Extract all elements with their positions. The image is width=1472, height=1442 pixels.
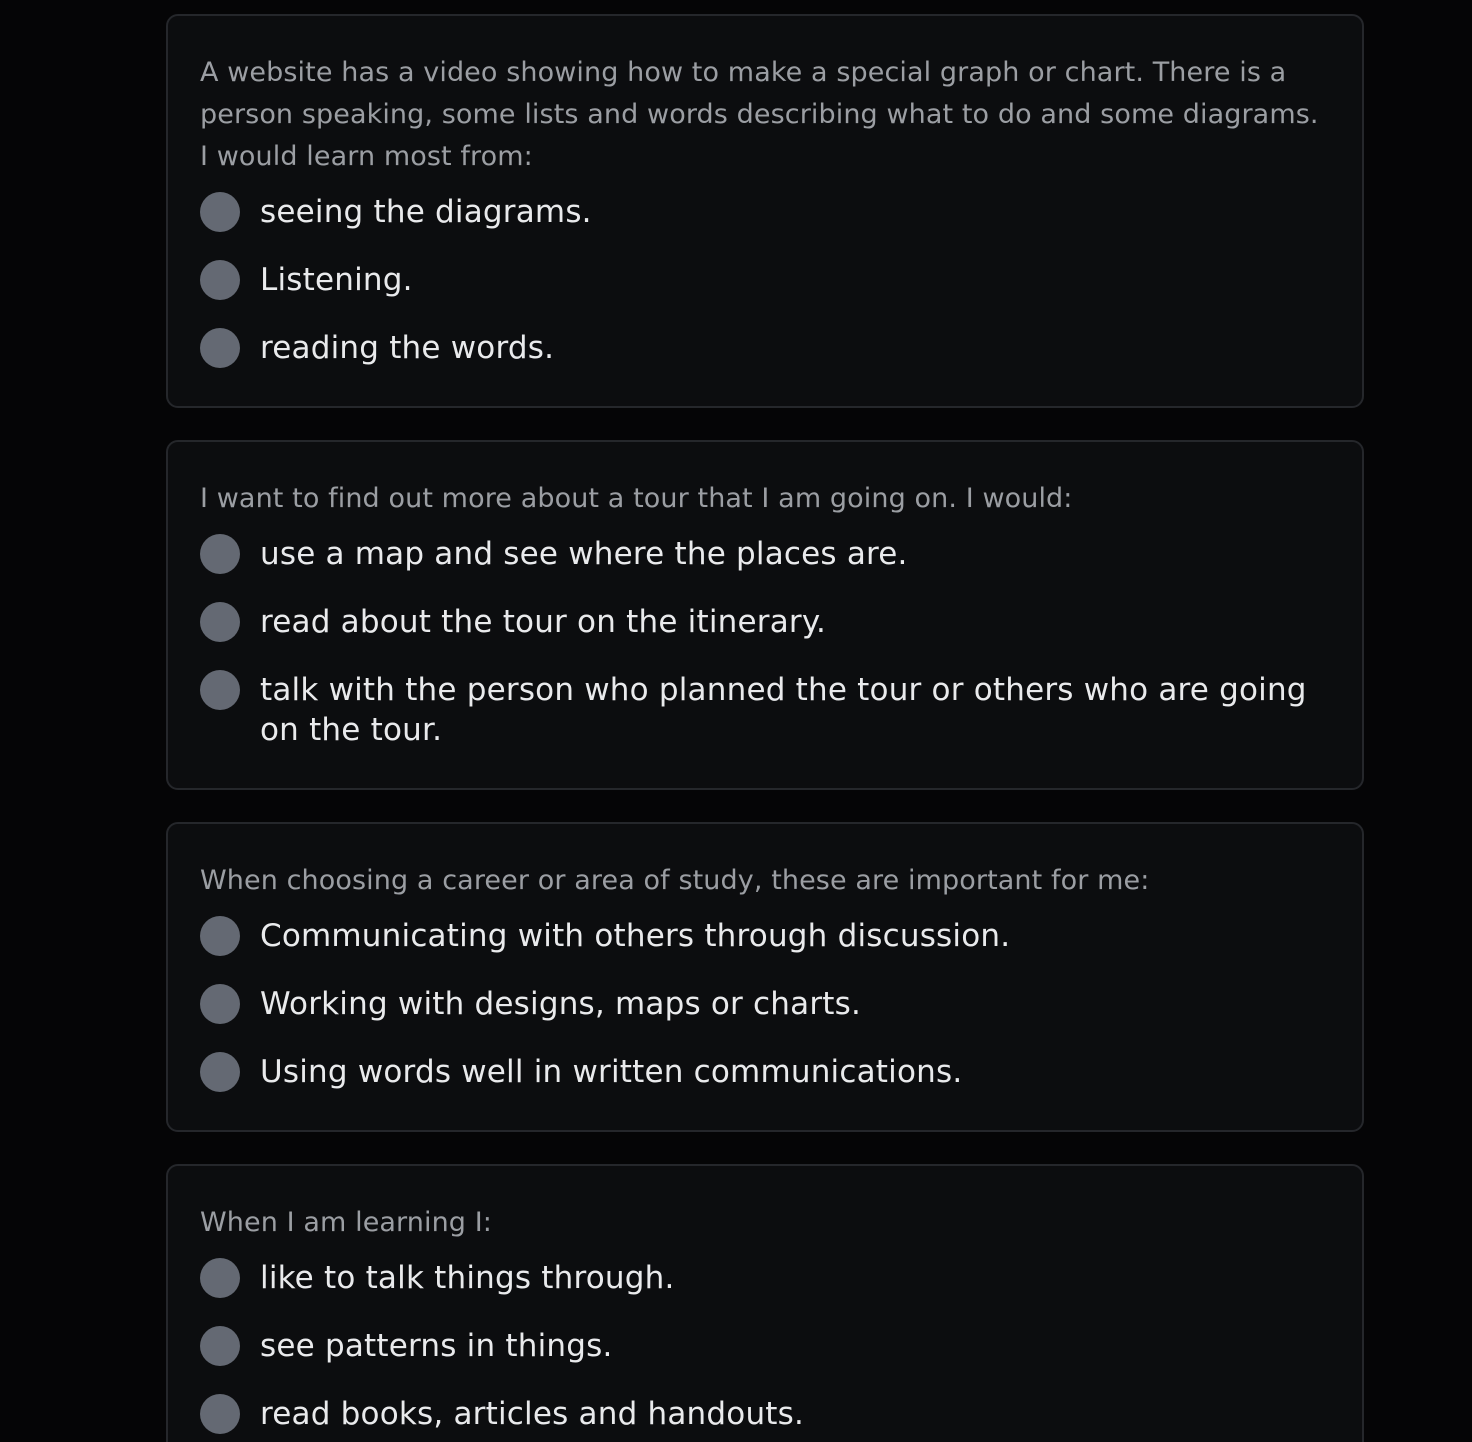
question-card-2: [166, 440, 1364, 790]
option-label[interactable]: read books, articles and handouts.: [260, 1396, 805, 1432]
option-communicating-discussion[interactable]: [200, 916, 1330, 956]
option-seeing-diagrams[interactable]: [200, 192, 1330, 232]
option-label[interactable]: use a map and see where the places are.: [260, 536, 908, 572]
question-text: When I am learning I:: [200, 1207, 492, 1238]
radio-button[interactable]: [200, 916, 240, 956]
radio-button[interactable]: [200, 1258, 240, 1298]
option-label[interactable]: see patterns in things.: [260, 1328, 613, 1364]
radio-button[interactable]: [200, 260, 240, 300]
option-label[interactable]: Communicating with others through discussion.: [260, 918, 1011, 954]
option-label[interactable]: Using words well in written communications.: [260, 1054, 963, 1090]
radio-button[interactable]: [200, 1052, 240, 1092]
option-label[interactable]: seeing the diagrams.: [260, 194, 592, 230]
radio-button[interactable]: [200, 534, 240, 574]
option-label[interactable]: like to talk things through.: [260, 1260, 675, 1296]
question-text: I want to find out more about a tour that I am going on. I would:: [200, 483, 1073, 514]
option-read-books[interactable]: [200, 1394, 1330, 1434]
option-label[interactable]: reading the words.: [260, 330, 555, 366]
radio-button[interactable]: [200, 192, 240, 232]
option-use-map[interactable]: [200, 534, 1330, 574]
question-text: When choosing a career or area of study, these are important for me:: [200, 865, 1150, 896]
option-working-designs[interactable]: [200, 984, 1330, 1024]
option-using-words[interactable]: [200, 1052, 1330, 1092]
radio-button[interactable]: [200, 1326, 240, 1366]
radio-button[interactable]: [200, 1394, 240, 1434]
question-card-4: [166, 1164, 1364, 1442]
option-label[interactable]: Listening.: [260, 262, 413, 298]
option-read-itinerary[interactable]: [200, 602, 1330, 642]
option-label[interactable]: read about the tour on the itinerary.: [260, 604, 827, 640]
radio-button[interactable]: [200, 328, 240, 368]
option-listening[interactable]: [200, 260, 1330, 300]
radio-button[interactable]: [200, 670, 240, 710]
option-label[interactable]: Working with designs, maps or charts.: [260, 986, 862, 1022]
option-talk-with-person[interactable]: [200, 670, 1330, 750]
option-reading-words[interactable]: [200, 328, 1330, 368]
option-label[interactable]: talk with the person who planned the tour or others who are going on the tour.: [260, 672, 1307, 748]
question-card-3: [166, 822, 1364, 1132]
option-talk-things-through[interactable]: [200, 1258, 1330, 1298]
question-card-1: [166, 14, 1364, 408]
radio-button[interactable]: [200, 602, 240, 642]
radio-button[interactable]: [200, 984, 240, 1024]
option-see-patterns[interactable]: [200, 1326, 1330, 1366]
question-text: A website has a video showing how to make a special graph or chart. There is a person speaking, some lists and words describing what to do and some diagrams. I would learn most from:: [200, 57, 1319, 172]
